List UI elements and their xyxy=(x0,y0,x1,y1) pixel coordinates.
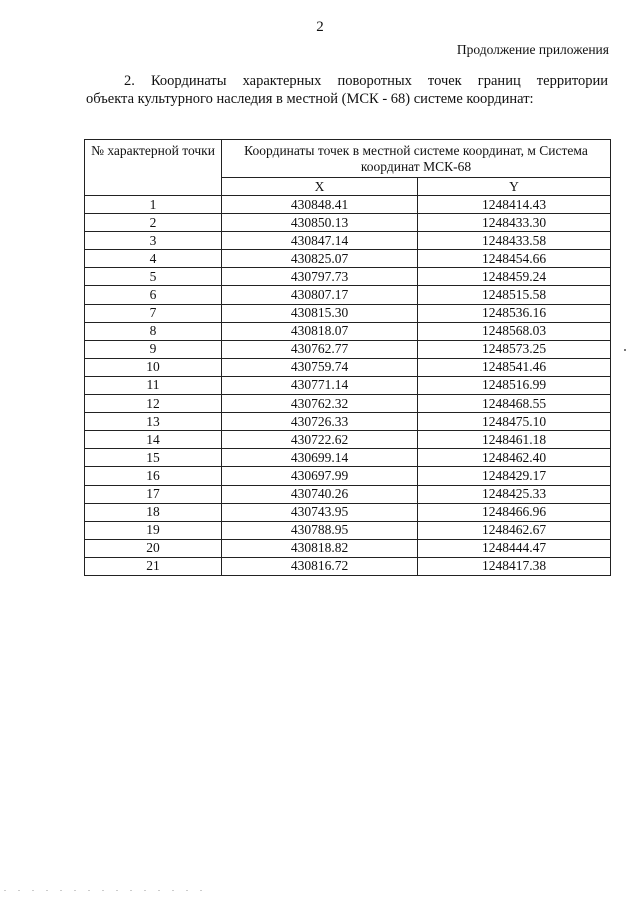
x-cell: 430848.41 xyxy=(222,196,418,214)
coordinates-table xyxy=(84,139,611,576)
table-row xyxy=(85,485,611,503)
y-cell: 1248541.46 xyxy=(418,358,611,376)
table-row xyxy=(85,358,611,376)
point-number-cell: 17 xyxy=(85,485,222,503)
section-intro xyxy=(86,72,608,108)
scan-noise xyxy=(4,890,204,891)
y-cell: 1248433.30 xyxy=(418,214,611,232)
y-cell: 1248459.24 xyxy=(418,268,611,286)
page-number: 2 xyxy=(316,19,324,35)
point-number-cell: 19 xyxy=(85,521,222,539)
y-cell: 1248433.58 xyxy=(418,232,611,250)
x-cell: 430815.30 xyxy=(222,304,418,322)
point-number-cell: 3 xyxy=(85,232,222,250)
table-row xyxy=(85,322,611,340)
y-cell: 1248516.99 xyxy=(418,376,611,394)
point-number-cell: 7 xyxy=(85,304,222,322)
table-row xyxy=(85,557,611,575)
y-cell: 1248475.10 xyxy=(418,413,611,431)
x-cell: 430850.13 xyxy=(222,214,418,232)
x-cell: 430771.14 xyxy=(222,376,418,394)
x-cell: 430797.73 xyxy=(222,268,418,286)
y-cell: 1248444.47 xyxy=(418,539,611,557)
x-cell: 430816.72 xyxy=(222,557,418,575)
intro-line-1: 2. Координаты характерных поворотных точек границ территории xyxy=(124,73,608,89)
table-row xyxy=(85,376,611,394)
x-cell: 430722.62 xyxy=(222,431,418,449)
header-point-number: № характерной точки xyxy=(85,140,222,196)
table-row xyxy=(85,449,611,467)
x-cell: 430818.07 xyxy=(222,322,418,340)
y-cell: 1248425.33 xyxy=(418,485,611,503)
table-row xyxy=(85,286,611,304)
table-row xyxy=(85,340,611,358)
point-number-cell: 13 xyxy=(85,413,222,431)
x-cell: 430743.95 xyxy=(222,503,418,521)
point-number-cell: 8 xyxy=(85,322,222,340)
table-row xyxy=(85,521,611,539)
x-cell: 430726.33 xyxy=(222,413,418,431)
header-y: Y xyxy=(418,178,611,196)
x-cell: 430788.95 xyxy=(222,521,418,539)
x-cell: 430825.07 xyxy=(222,250,418,268)
point-number-cell: 11 xyxy=(85,376,222,394)
table-row xyxy=(85,413,611,431)
point-number-cell: 18 xyxy=(85,503,222,521)
continuation-label: Продолжение приложения xyxy=(456,42,609,57)
table-row xyxy=(85,214,611,232)
x-cell: 430697.99 xyxy=(222,467,418,485)
table-row xyxy=(85,250,611,268)
intro-line-2: объекта культурного наследия в местной (МСК - 68) системе координат: xyxy=(86,91,534,107)
point-number-cell: 16 xyxy=(85,467,222,485)
x-cell: 430847.14 xyxy=(222,232,418,250)
y-cell: 1248515.58 xyxy=(418,286,611,304)
point-number-cell: 9 xyxy=(85,340,222,358)
point-number-cell: 20 xyxy=(85,539,222,557)
y-cell: 1248417.38 xyxy=(418,557,611,575)
y-cell: 1248468.55 xyxy=(418,395,611,413)
header-coordinates: Координаты точек в местной системе координат, м Система координат МСК-68 xyxy=(222,140,611,178)
y-cell: 1248454.66 xyxy=(418,250,611,268)
point-number-cell: 21 xyxy=(85,557,222,575)
y-cell: 1248568.03 xyxy=(418,322,611,340)
header-x: X xyxy=(222,178,418,196)
y-cell: 1248536.16 xyxy=(418,304,611,322)
x-cell: 430740.26 xyxy=(222,485,418,503)
point-number-cell: 5 xyxy=(85,268,222,286)
table-row xyxy=(85,467,611,485)
point-number-cell: 15 xyxy=(85,449,222,467)
y-cell: 1248461.18 xyxy=(418,431,611,449)
y-cell: 1248573.25 xyxy=(418,340,611,358)
y-cell: 1248462.40 xyxy=(418,449,611,467)
x-cell: 430807.17 xyxy=(222,286,418,304)
y-cell: 1248462.67 xyxy=(418,521,611,539)
table-row xyxy=(85,268,611,286)
y-cell: 1248429.17 xyxy=(418,467,611,485)
table-row xyxy=(85,232,611,250)
point-number-cell: 10 xyxy=(85,358,222,376)
point-number-cell: 2 xyxy=(85,214,222,232)
point-number-cell: 6 xyxy=(85,286,222,304)
table-body xyxy=(85,196,611,576)
y-cell: 1248466.96 xyxy=(418,503,611,521)
table-row xyxy=(85,431,611,449)
x-cell: 430762.77 xyxy=(222,340,418,358)
x-cell: 430762.32 xyxy=(222,395,418,413)
x-cell: 430699.14 xyxy=(222,449,418,467)
table-row xyxy=(85,196,611,214)
x-cell: 430759.74 xyxy=(222,358,418,376)
table-row xyxy=(85,304,611,322)
point-number-cell: 12 xyxy=(85,395,222,413)
scan-speck xyxy=(624,349,626,351)
table-row xyxy=(85,539,611,557)
y-cell: 1248414.43 xyxy=(418,196,611,214)
point-number-cell: 1 xyxy=(85,196,222,214)
table-row xyxy=(85,395,611,413)
point-number-cell: 4 xyxy=(85,250,222,268)
table-row xyxy=(85,503,611,521)
point-number-cell: 14 xyxy=(85,431,222,449)
x-cell: 430818.82 xyxy=(222,539,418,557)
